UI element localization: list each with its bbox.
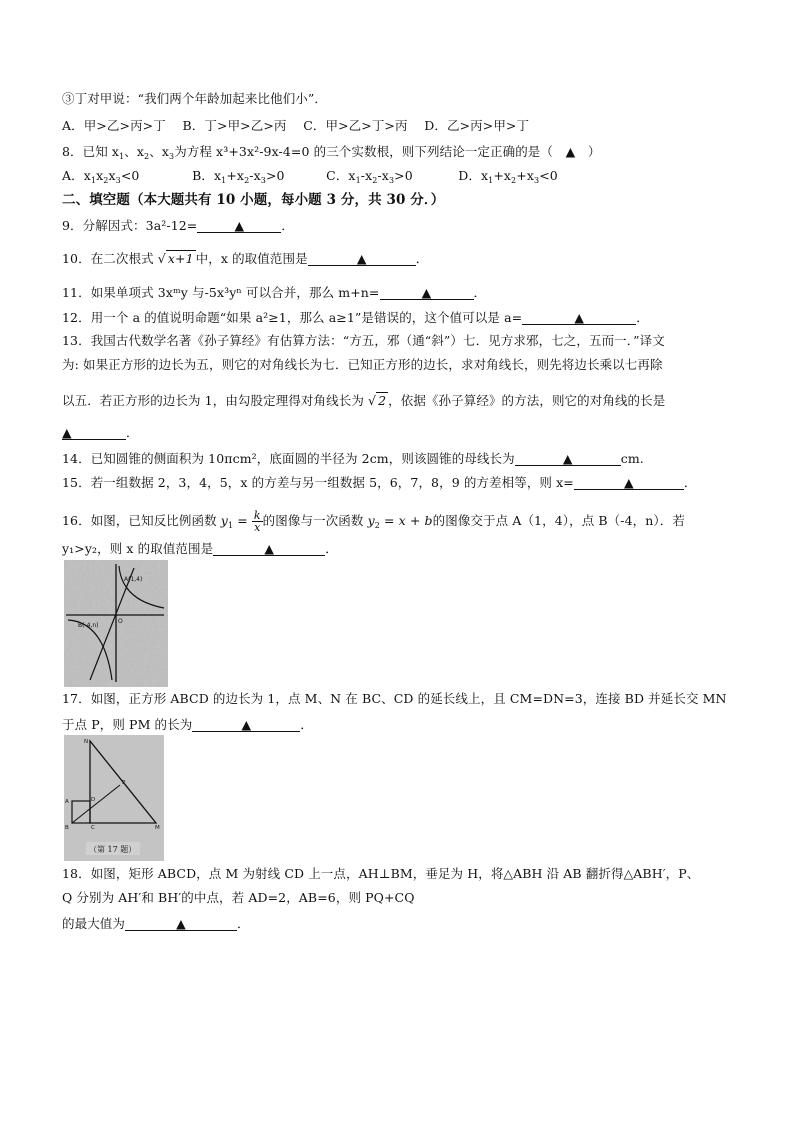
q13-answer-blank[interactable]: ▲ (62, 426, 126, 440)
sqrt-x-plus-1: √ x+1 (157, 251, 194, 266)
q8-option-a: A．$x_1x_2x_3<0$ (62, 168, 140, 185)
q11-answer-blank[interactable]: ▲ (380, 286, 474, 300)
q8-option-c: C．$x_1-x_2-x_3>0$ (326, 168, 413, 185)
q10: 10．在二次根式 √ x+1 中，x 的取值范围是 ▲ ． (62, 251, 429, 266)
q12: 12．用一个 a 的值说明命题“如果 a²≥1，那么 a≥1”是错误的，这个值可以是 a= ▲ ． (62, 310, 649, 325)
q17-line1: 17．如图，正方形 ABCD 的边长为 1，点 M、N 在 BC、CD 的延长线上，且 CM=DN=3，连接 BD 并延长交 MN (62, 691, 727, 706)
q16-line1: 16．如图，已知反比例函数 $y_1$ = $\frac{k}{x}$ 的图像与一次函数 $y_2 = x + b$的图像交于点 A（1，4），点 B（-4，n）．若 (62, 509, 685, 534)
point-a-label: A(1,4) (124, 576, 143, 583)
q17-line2: 于点 P，则 PM 的长为 ▲ ． (62, 717, 313, 732)
q8-stem: 8．已知 $x_1$、$x_2$、$x_3$为方程 x³+3x²-9x-4=0 的三个实数根，则下列结论一定正确的是（ ▲ ） (62, 144, 601, 161)
sqrt-2: √ 2 (368, 393, 387, 408)
fig17-label-p: P (122, 780, 126, 786)
q10-answer-blank[interactable]: ▲ (308, 252, 416, 266)
q18-line3: 的最大值为 ▲ ． (62, 916, 250, 931)
q9: 9．分解因式：3a²-12= ▲ ． (62, 218, 294, 233)
q16-answer-blank[interactable]: ▲ (213, 542, 325, 556)
fig17-label-a: A (65, 799, 69, 805)
q12-answer-blank[interactable]: ▲ (522, 311, 636, 325)
origin-label: O (118, 618, 123, 625)
q13-line1: 13．我国古代数学名著《孙子算经》有估算方法：“方五，邪（通“斜”）七．见方求邪，七之，五而一．”译文 (62, 333, 665, 348)
q8-option-b: B．$x_1+x_2-x_3>0$ (192, 168, 285, 185)
q15: 15．若一组数据 2，3，4，5，x 的方差与另一组数据 5，6，7，8，9 的方差相等，则 x= ▲ ． (62, 475, 697, 490)
q8-options (62, 168, 558, 184)
q9-answer-blank[interactable]: ▲ (197, 219, 281, 233)
fig17-label-d: D (91, 797, 96, 803)
fraction-k-over-x: $\frac{k}{x}$ (253, 509, 261, 534)
fig17-label-m: M (155, 825, 160, 831)
figure-16 (64, 560, 168, 687)
figure-17 (64, 735, 164, 861)
fig17-label-b: B (65, 825, 69, 831)
q14-answer-blank[interactable]: ▲ (515, 452, 621, 466)
statement-3: ③丁对甲说：“我们两个年龄加起来比他们小”． (62, 91, 327, 106)
q14: 14．已知圆锥的侧面积为 10πcm²，底面圆的半径为 2cm，则该圆锥的母线长为 ▲ cm. (62, 451, 644, 466)
fig17-label-c: C (91, 825, 95, 831)
q15-answer-blank[interactable]: ▲ (574, 476, 684, 490)
q16-line2: y₁>y₂，则 x 的取值范围是 ▲ ． (62, 541, 338, 556)
q18-line2: Q 分别为 AH′和 BH′的中点，若 AD=2，AB=6，则 PQ+CQ (62, 890, 415, 905)
q13-line2: 为: 如果正方形的边长为五，则它的对角线长为七．已知正方形的边长，求对角线长，则先将边长乘以七再除 (62, 357, 663, 372)
q13-answer-line: ▲ ． (62, 425, 139, 440)
q18-line1: 18．如图，矩形 ABCD，点 M 为射线 CD 上一点，AH⊥BM，垂足为 H，将△ABH 沿 AB 翻折得△ABH′，P、 (62, 866, 700, 881)
section-2-header: 二、填空题（本大题共有 10 小题，每小题 3 分，共 30 分．） (62, 192, 445, 208)
fig17-label-n: N (84, 739, 89, 745)
q13-line3: 以五．若正方形的边长为 1，由勾股定理得对角线长为 √ 2 ，依据《孙子算经》的方法，则它的对角线的长是 (62, 393, 666, 408)
q7-options: A．甲>乙>丙>丁 B．丁>甲>乙>丙 C．甲>乙>丁>丙 D．乙>丙>甲>丁 (62, 118, 530, 133)
q8-option-d: D．$x_1+x_2+x_3<0$ (458, 168, 558, 185)
q17-answer-blank[interactable]: ▲ (192, 718, 300, 732)
q11: 11．如果单项式 3xᵐy 与-5x³yⁿ 可以合并，那么 m+n= ▲ ． (62, 285, 487, 300)
point-b-label: B(-4,n) (78, 622, 99, 629)
q18-answer-blank[interactable]: ▲ (125, 917, 237, 931)
figure-17-caption: （第 17 题） (89, 845, 137, 854)
